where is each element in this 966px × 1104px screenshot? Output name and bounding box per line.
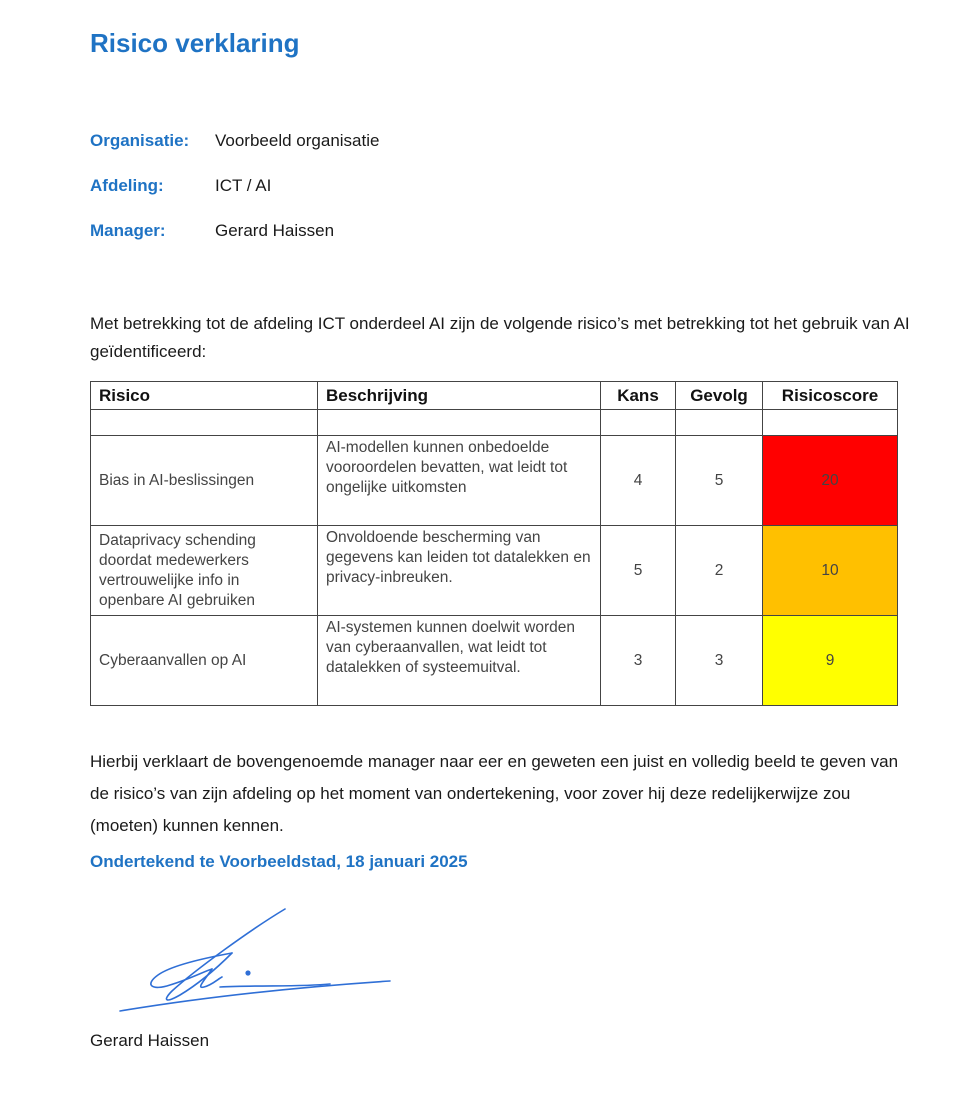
header-likelihood: Kans — [601, 382, 676, 410]
risk-score: 9 — [763, 616, 898, 706]
organisation-label: Organisatie: — [90, 131, 190, 150]
blank-cell — [676, 410, 763, 436]
risk-name: Bias in AI-beslissingen — [91, 436, 318, 526]
intro-paragraph: Met betrekking tot de afdeling ICT onderdeel AI zijn de volgende risico’s met betrekking tot het gebruik van AI geïdentificeerd: — [90, 314, 910, 361]
blank-cell — [601, 410, 676, 436]
page-title: Risico verklaring — [90, 28, 300, 58]
table-header-row — [91, 382, 898, 410]
risk-score: 20 — [763, 436, 898, 526]
department-label: Afdeling: — [90, 176, 164, 195]
table-row — [91, 436, 898, 526]
risk-likelihood: 5 — [601, 526, 676, 616]
declaration-paragraph: Hierbij verklaart de bovengenoemde manager naar eer en geweten een juist en volledig beeld te geven van de risico’s van zijn afdeling op het moment van ondertekening, voor zover hij deze redelijkerwijze zou (moeten) kunnen kennen. — [90, 752, 899, 835]
signed-place-date: Ondertekend te Voorbeeldstad, 18 januari 2025 — [90, 852, 468, 871]
header-risk: Risico — [91, 382, 318, 410]
header-description: Beschrijving — [318, 382, 601, 410]
risk-name: Dataprivacy schending doordat medewerkers vertrouwelijke info in openbare AI gebruiken — [91, 526, 318, 616]
risk-description: AI-systemen kunnen doelwit worden van cyberaanvallen, wat leidt tot datalekken of systeemuitval. — [318, 616, 601, 706]
risk-impact: 2 — [676, 526, 763, 616]
risk-table — [90, 381, 898, 706]
blank-cell — [318, 410, 601, 436]
risk-likelihood: 4 — [601, 436, 676, 526]
risk-impact: 5 — [676, 436, 763, 526]
table-row — [91, 616, 898, 706]
manager-label: Manager: — [90, 221, 166, 240]
meta-manager — [90, 221, 334, 241]
meta-organisation — [90, 131, 379, 151]
table-row — [91, 526, 898, 616]
header-impact: Gevolg — [676, 382, 763, 410]
signature-image — [100, 895, 400, 1020]
signer-name: Gerard Haissen — [90, 1031, 210, 1050]
meta-department — [90, 176, 271, 196]
risk-description: Onvoldoende bescherming van gegevens kan leiden tot datalekken en privacy-inbreuken. — [318, 526, 601, 616]
header-score: Risicoscore — [763, 382, 898, 410]
risk-likelihood: 3 — [601, 616, 676, 706]
risk-name: Cyberaanvallen op AI — [91, 616, 318, 706]
organisation-value: Voorbeeld organisatie — [215, 131, 380, 150]
table-blank-row — [91, 410, 898, 436]
signature-dot — [246, 971, 250, 975]
manager-value: Gerard Haissen — [215, 221, 335, 240]
blank-cell — [91, 410, 318, 436]
risk-score: 10 — [763, 526, 898, 616]
signature-stroke — [151, 953, 232, 987]
blank-cell — [763, 410, 898, 436]
department-value: ICT / AI — [215, 176, 272, 195]
risk-description: AI-modellen kunnen onbedoelde vooroordelen bevatten, wat leidt tot ongelijke uitkomsten — [318, 436, 601, 526]
risk-impact: 3 — [676, 616, 763, 706]
